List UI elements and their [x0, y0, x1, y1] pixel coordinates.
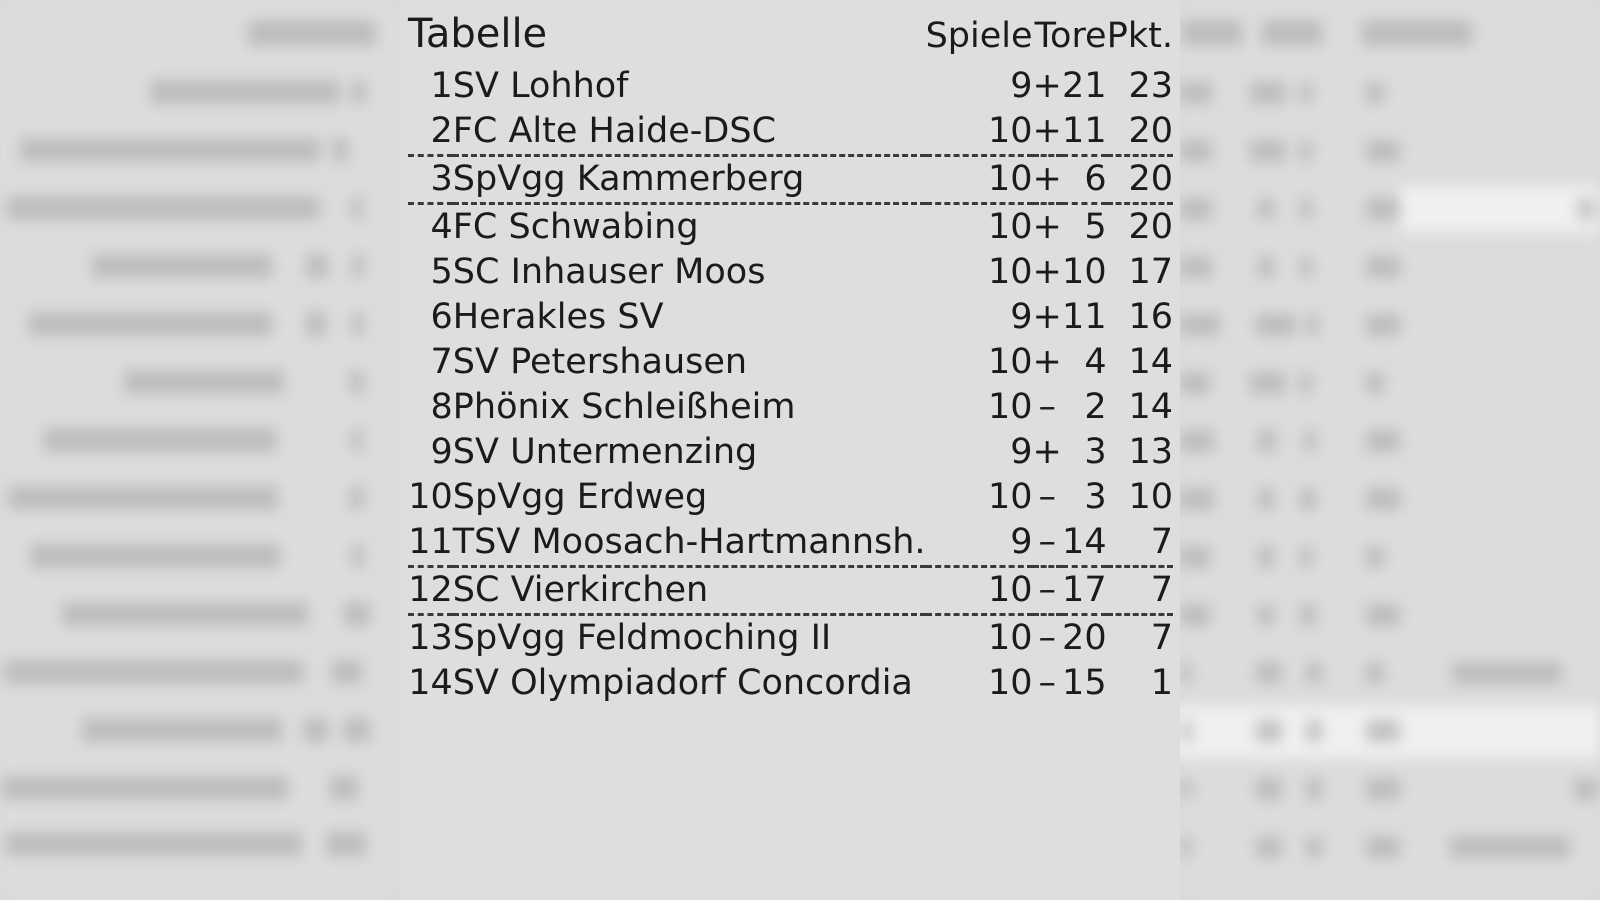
cell-games: 9 — [1010, 432, 1033, 472]
cell-goal-diff: 2 — [1084, 387, 1107, 427]
cell-goal-diff: 11 — [1062, 111, 1107, 151]
cell-team: SV Lohhof — [452, 66, 629, 106]
table-row[interactable] — [408, 661, 1173, 706]
cell-goal-sign: – — [1038, 522, 1056, 562]
table-row[interactable] — [408, 109, 1173, 156]
cell-goal-diff: 14 — [1062, 522, 1107, 562]
cell-points: 14 — [1128, 342, 1173, 382]
cell-games: 10 — [987, 111, 1033, 151]
cell-goal-diff: 17 — [1062, 567, 1107, 615]
cell-team: SV Untermenzing — [452, 432, 758, 472]
cell-points: 17 — [1128, 252, 1173, 292]
cell-points: 14 — [1128, 387, 1173, 427]
cell-rank: 2 — [430, 111, 453, 151]
cell-rank: 5 — [430, 252, 453, 292]
cell-points: 7 — [1150, 618, 1173, 658]
cell-goal-sign: + — [1032, 432, 1062, 472]
standings-panel — [400, 0, 1180, 900]
table-row[interactable] — [408, 204, 1173, 251]
cell-rank: 3 — [408, 156, 453, 204]
cell-rank: 7 — [430, 342, 453, 382]
table-row[interactable] — [408, 520, 1173, 567]
cell-points: 20 — [1128, 207, 1173, 247]
cell-goal-sign: – — [1038, 477, 1056, 517]
cell-games: 9 — [1010, 522, 1033, 562]
cell-goal-diff: 6 — [1062, 156, 1107, 204]
cell-rank: 10 — [408, 477, 453, 517]
table-row[interactable] — [408, 475, 1173, 520]
cell-games: 10 — [987, 387, 1033, 427]
cell-games: 10 — [987, 342, 1033, 382]
table-row[interactable] — [408, 64, 1173, 109]
cell-points: 13 — [1128, 432, 1173, 472]
table-row[interactable] — [408, 430, 1173, 475]
table-row[interactable] — [408, 567, 1173, 615]
cell-games: 9 — [1010, 66, 1033, 106]
cell-team: SpVgg Erdweg — [452, 477, 708, 517]
table-row[interactable] — [408, 250, 1173, 295]
cell-games: 9 — [1010, 297, 1033, 337]
cell-goal-sign: + — [1032, 111, 1062, 151]
cell-points: 20 — [1107, 156, 1173, 204]
column-header-goals: Tore — [1034, 16, 1107, 56]
cell-team: Herakles SV — [452, 297, 664, 337]
cell-goal-diff: 10 — [1062, 252, 1107, 292]
column-header-games: Spiele — [925, 16, 1033, 56]
table-row[interactable] — [408, 340, 1173, 385]
cell-points: 10 — [1128, 477, 1173, 517]
table-row[interactable] — [408, 385, 1173, 430]
cell-team: SC Vierkirchen — [453, 567, 926, 615]
table-row[interactable] — [408, 295, 1173, 340]
cell-team: SV Petershausen — [452, 342, 748, 382]
cell-goal-diff: 5 — [1084, 207, 1107, 247]
cell-games: 10 — [987, 618, 1033, 658]
cell-goal-diff: 3 — [1084, 477, 1107, 517]
cell-rank: 8 — [430, 387, 453, 427]
column-header-points: Pkt. — [1106, 16, 1173, 56]
cell-points: 16 — [1128, 297, 1173, 337]
cell-goal-sign: + — [1032, 207, 1062, 247]
cell-games: 10 — [987, 207, 1033, 247]
standings-header-row — [408, 10, 1173, 64]
cell-goal-diff: 21 — [1062, 66, 1107, 106]
cell-team: Phönix Schleißheim — [452, 387, 796, 427]
cell-goal-sign: + — [1032, 297, 1062, 337]
cell-games: 10 — [987, 252, 1033, 292]
cell-rank: 14 — [408, 663, 453, 703]
cell-team: TSV Moosach-Hartmannsh. — [452, 522, 926, 562]
cell-team: SpVgg Feldmoching II — [452, 618, 832, 658]
cell-rank: 6 — [430, 297, 453, 337]
table-row[interactable] — [408, 615, 1173, 662]
cell-team: FC Alte Haide-DSC — [452, 111, 777, 151]
cell-goal-sign: – — [1033, 567, 1062, 615]
page-title: Tabelle — [408, 11, 548, 57]
cell-points: 7 — [1150, 522, 1173, 562]
cell-team: SV Olympiadorf Concordia — [452, 663, 913, 703]
cell-rank: 9 — [430, 432, 453, 472]
cell-goal-sign: + — [1032, 252, 1062, 292]
cell-games: 10 — [926, 567, 1033, 615]
standings-table-body — [408, 64, 1173, 706]
cell-goal-sign: – — [1038, 618, 1056, 658]
table-row[interactable] — [408, 156, 1173, 204]
cell-goal-sign: – — [1038, 663, 1056, 703]
cell-rank: 12 — [408, 567, 453, 615]
cell-team: SpVgg Kammerberg — [453, 156, 926, 204]
cell-points: 20 — [1128, 111, 1173, 151]
cell-team: SC Inhauser Moos — [452, 252, 766, 292]
cell-points: 1 — [1150, 663, 1173, 703]
cell-points: 23 — [1128, 66, 1173, 106]
cell-points: 7 — [1107, 567, 1173, 615]
cell-goal-diff: 3 — [1084, 432, 1107, 472]
cell-goal-diff: 15 — [1062, 663, 1107, 703]
cell-games: 10 — [926, 156, 1033, 204]
cell-goal-sign: + — [1033, 156, 1062, 204]
standings-table-head — [408, 10, 1173, 64]
cell-goal-sign: + — [1032, 66, 1062, 106]
cell-games: 10 — [987, 663, 1033, 703]
cell-goal-diff: 4 — [1084, 342, 1107, 382]
cell-goal-sign: + — [1032, 342, 1062, 382]
cell-goal-diff: 20 — [1062, 618, 1107, 658]
cell-goal-sign: – — [1038, 387, 1056, 427]
cell-team: FC Schwabing — [452, 207, 699, 247]
cell-rank: 1 — [430, 66, 453, 106]
cell-goal-diff: 11 — [1062, 297, 1107, 337]
cell-games: 10 — [987, 477, 1033, 517]
cell-rank: 11 — [408, 522, 453, 562]
cell-rank: 13 — [408, 618, 453, 658]
cell-rank: 4 — [430, 207, 453, 247]
standings-table — [408, 10, 1173, 706]
